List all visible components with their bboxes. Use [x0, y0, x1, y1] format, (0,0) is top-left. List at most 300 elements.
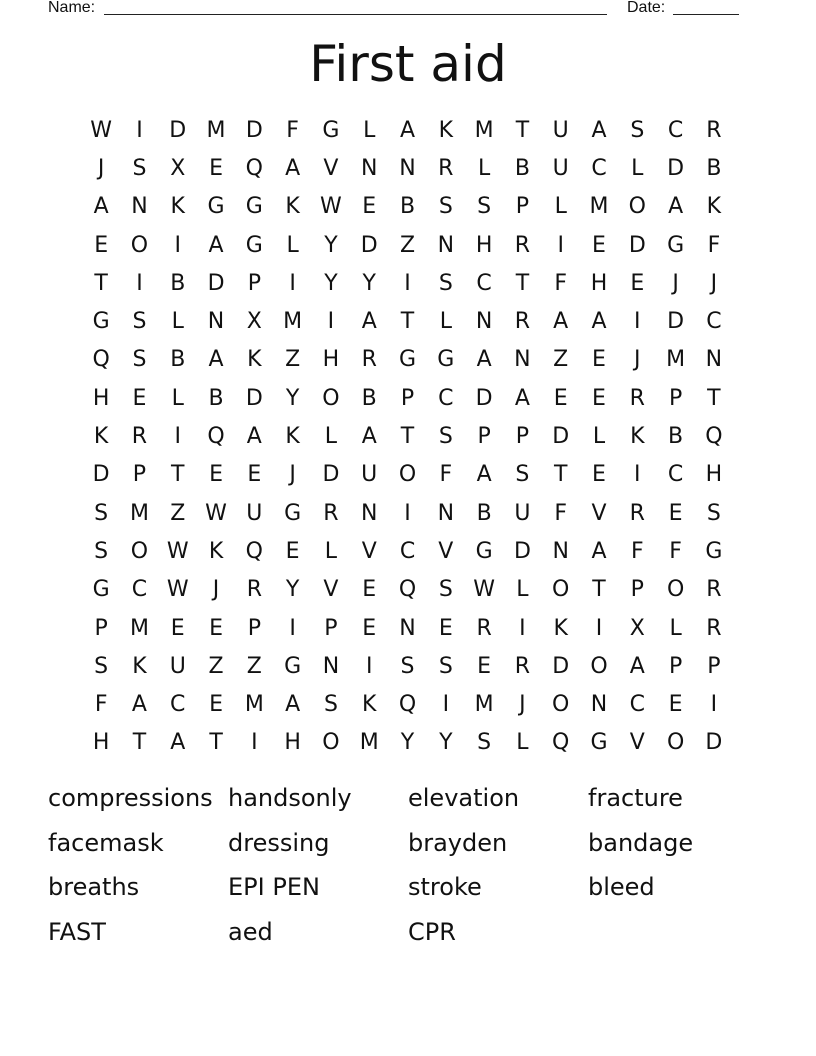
grid-letter: B [476, 500, 492, 526]
grid-letter: Y [400, 730, 415, 756]
grid-letter: D [475, 385, 493, 411]
word-list-item: dressing [228, 828, 330, 857]
header-line [48, 0, 748, 18]
grid-letter: E [592, 462, 606, 488]
grid-letter: A [361, 309, 377, 335]
grid-letter: C [667, 117, 684, 143]
grid-letter: U [246, 500, 263, 526]
grid-letter: O [322, 385, 340, 411]
grid-letter: D [207, 270, 225, 296]
grid-letter: Z [170, 500, 186, 526]
grid-letter: T [94, 270, 108, 296]
grid-letter: A [170, 730, 186, 756]
name-label: Name: [48, 0, 96, 16]
grid-letter: S [132, 155, 147, 181]
grid-letter: L [439, 309, 452, 335]
grid-letter: P [515, 194, 530, 220]
grid-letter: U [169, 653, 186, 679]
grid-letter: R [131, 424, 148, 450]
grid-letter: F [554, 500, 568, 526]
grid-letter: Q [245, 155, 263, 181]
grid-letter: V [438, 538, 454, 564]
grid-letter: B [706, 155, 722, 181]
grid-letter: M [283, 309, 303, 335]
grid-letter: Y [324, 232, 338, 258]
grid-letter: L [631, 155, 644, 181]
grid-letter: R [514, 232, 531, 258]
grid-letter: L [554, 194, 567, 220]
grid-letter: X [246, 309, 262, 335]
grid-letter: V [361, 538, 377, 564]
grid-letter: P [247, 615, 261, 641]
grid-letter: R [629, 385, 645, 411]
grid-letter: S [438, 424, 453, 450]
grid-letter: J [519, 692, 526, 718]
grid-letter: A [361, 424, 377, 450]
grid-letter: B [170, 270, 186, 296]
grid-letter: O [552, 692, 570, 718]
grid-letter: E [362, 194, 377, 220]
grid-letter: C [667, 462, 684, 488]
grid-letter: H [284, 730, 301, 756]
grid-letter: O [398, 462, 417, 488]
grid-letter: D [552, 424, 570, 450]
grid-letter: N [437, 500, 455, 526]
word-list-item: fracture [588, 784, 683, 812]
word-list-item: EPI PEN [228, 873, 320, 901]
date-blank [673, 14, 739, 15]
grid-letter: I [634, 462, 641, 488]
grid-letter: K [93, 424, 109, 450]
grid-letter: F [707, 232, 721, 258]
grid-letter: T [553, 462, 568, 488]
word-list-item: FAST [48, 917, 106, 946]
grid-letter: K [170, 194, 185, 220]
grid-letter: V [629, 730, 645, 756]
grid-letter: D [322, 462, 340, 488]
grid-letter: D [245, 385, 263, 411]
grid-letter: P [707, 653, 721, 679]
grid-letter: S [94, 538, 109, 564]
grid-letter: A [285, 155, 301, 181]
grid-letter: T [515, 117, 530, 143]
grid-letter: B [399, 194, 416, 220]
grid-letter: T [515, 270, 530, 296]
grid-letter: W [205, 500, 227, 526]
grid-letter: D [169, 117, 187, 143]
grid-letter: A [591, 309, 607, 335]
grid-letter: A [591, 538, 607, 564]
grid-letter: U [361, 462, 378, 488]
grid-letter: B [668, 424, 684, 450]
grid-letter: E [170, 615, 185, 641]
grid-letter: G [207, 194, 225, 220]
grid-letter: I [442, 692, 450, 718]
grid-letter: X [629, 615, 645, 641]
grid-letter: O [130, 232, 149, 258]
grid-letter: T [400, 424, 415, 450]
grid-letter: R [706, 615, 722, 641]
name-blank [104, 14, 607, 15]
grid-letter: N [207, 309, 225, 335]
grid-letter: C [476, 270, 492, 296]
grid-letter: A [208, 232, 224, 258]
grid-letter: E [209, 692, 223, 718]
grid-letter: O [552, 577, 570, 603]
grid-letter: Y [362, 270, 376, 296]
grid-letter: V [591, 500, 607, 526]
grid-letter: G [667, 232, 685, 258]
grid-letter: O [590, 653, 608, 679]
grid-letter: I [634, 309, 641, 335]
grid-letter: E [553, 385, 568, 411]
grid-letter: K [247, 347, 262, 373]
word-list-item: handsonly [228, 784, 352, 812]
grid-letter: S [94, 653, 109, 679]
grid-letter: A [476, 462, 492, 488]
grid-letter: E [668, 500, 683, 526]
grid-letter: V [323, 155, 339, 181]
grid-letter: I [251, 730, 258, 756]
word-list-item: elevation [408, 784, 520, 812]
grid-letter: K [132, 653, 147, 679]
grid-letter: I [136, 117, 143, 143]
grid-letter: N [131, 194, 148, 220]
grid-letter: A [514, 385, 530, 411]
grid-letter: Y [285, 577, 300, 603]
grid-letter: M [244, 692, 264, 718]
grid-letter: E [477, 653, 492, 679]
grid-letter: S [438, 270, 453, 296]
grid-letter: C [399, 538, 416, 564]
grid-letter: X [170, 155, 186, 181]
grid-letter: L [171, 309, 184, 335]
grid-letter: R [323, 500, 339, 526]
grid-letter: A [246, 424, 262, 450]
grid-letter: G [284, 500, 302, 526]
grid-letter: N [322, 653, 340, 679]
grid-letter: K [630, 424, 645, 450]
grid-letter: Q [92, 347, 110, 373]
grid-letter: A [553, 309, 569, 335]
grid-letter: N [437, 232, 455, 258]
grid-letter: S [94, 500, 109, 526]
grid-letter: R [438, 155, 454, 181]
grid-letter: I [557, 232, 564, 258]
grid-letter: K [285, 424, 300, 450]
grid-letter: F [630, 538, 644, 564]
grid-letter: M [206, 117, 226, 143]
grid-letter: R [361, 347, 377, 373]
grid-letter: K [706, 194, 722, 220]
grid-letter: C [131, 577, 148, 603]
grid-letter: N [475, 309, 493, 335]
grid-letter: H [322, 347, 340, 373]
grid-letter: M [474, 692, 494, 718]
grid-letter: E [209, 615, 223, 641]
grid-letter: E [285, 538, 300, 564]
grid-letter: J [289, 462, 296, 488]
grid-letter: Z [208, 653, 224, 679]
word-list-item: breaths [48, 873, 140, 901]
grid-letter: L [477, 155, 491, 181]
grid-letter: G [245, 194, 263, 220]
grid-letter: Y [285, 385, 300, 411]
grid-letter: M [666, 347, 686, 373]
grid-letter: D [705, 730, 723, 756]
grid-letter: A [93, 194, 109, 220]
grid-letter: I [595, 615, 603, 641]
grid-letter: J [672, 270, 679, 296]
grid-letter: H [92, 385, 110, 411]
grid-letter: L [592, 424, 606, 450]
grid-letter: P [630, 577, 644, 603]
grid-letter: D [667, 155, 685, 181]
grid-letter: R [514, 309, 531, 335]
grid-letter: G [284, 653, 302, 679]
grid-letter: H [705, 462, 723, 488]
grid-letter: L [324, 538, 338, 564]
grid-letter: L [363, 117, 376, 143]
grid-letter: H [475, 232, 493, 258]
grid-letter: A [476, 347, 492, 373]
grid-letter: P [324, 615, 338, 641]
grid-letter: E [209, 155, 223, 181]
grid-letter: G [398, 347, 417, 373]
grid-letter: B [514, 155, 530, 181]
grid-letter: L [286, 232, 299, 258]
grid-letter: R [476, 615, 492, 641]
grid-letter: G [437, 347, 455, 373]
grid-letter: H [92, 730, 110, 756]
grid-letter: Q [207, 424, 225, 450]
grid-letter: I [174, 232, 181, 258]
grid-letter: Q [552, 730, 570, 756]
grid-letter: L [516, 577, 529, 603]
word-list-item: brayden [408, 828, 508, 857]
grid-letter: P [400, 385, 415, 411]
grid-letter: D [667, 309, 685, 335]
grid-letter: E [362, 577, 377, 603]
grid-letter: L [171, 385, 184, 411]
grid-letter: W [166, 577, 189, 603]
grid-letter: P [477, 424, 491, 450]
grid-letter: P [668, 385, 683, 411]
grid-letter: I [289, 270, 296, 296]
grid-letter: J [710, 270, 718, 296]
grid-letter: A [285, 692, 301, 718]
grid-letter: C [170, 692, 186, 718]
grid-letter: U [552, 117, 569, 143]
grid-letter: B [208, 385, 224, 411]
grid-letter: S [438, 194, 453, 220]
word-list-item: compressions [48, 784, 213, 812]
grid-letter: A [668, 194, 684, 220]
grid-letter: Y [324, 270, 338, 296]
grid-letter: A [131, 692, 147, 718]
grid-letter: G [245, 232, 263, 258]
grid-letter: O [666, 730, 685, 756]
grid-letter: M [359, 730, 379, 756]
grid-letter: Y [439, 730, 453, 756]
grid-letter: W [166, 538, 189, 564]
grid-letter: R [706, 577, 722, 603]
grid-letter: G [92, 309, 110, 335]
word-list-item: CPR [408, 917, 456, 946]
grid-letter: Z [246, 653, 262, 679]
grid-letter: O [130, 538, 149, 564]
grid-letter: K [553, 615, 568, 641]
word-list-item: aed [228, 917, 273, 946]
grid-letter: G [322, 117, 340, 143]
grid-letter: V [323, 577, 339, 603]
grid-letter: Z [553, 347, 569, 373]
grid-letter: K [285, 194, 300, 220]
grid-letter: K [208, 538, 224, 564]
grid-letter: T [707, 385, 721, 411]
grid-letter: N [552, 538, 569, 564]
grid-letter: O [628, 194, 646, 220]
grid-letter: D [92, 462, 110, 488]
grid-letter: D [552, 653, 570, 679]
word-list-item: stroke [408, 873, 482, 901]
grid-letter: T [171, 462, 185, 488]
grid-letter: L [516, 730, 529, 756]
grid-letter: W [320, 194, 342, 220]
grid-letter: J [212, 577, 220, 603]
grid-letter: E [438, 615, 453, 641]
grid-letter: R [629, 500, 645, 526]
grid-letter: P [668, 653, 683, 679]
grid-letter: S [323, 692, 338, 718]
grid-letter: C [438, 385, 454, 411]
grid-letter: N [399, 615, 416, 641]
grid-letter: L [324, 424, 338, 450]
grid-letter: E [247, 462, 262, 488]
grid-letter: Q [705, 424, 723, 450]
grid-letter: S [400, 653, 415, 679]
grid-letter: P [94, 615, 108, 641]
grid-letter: F [439, 462, 453, 488]
grid-letter: E [132, 385, 147, 411]
grid-letter: I [327, 309, 335, 335]
grid-letter: B [170, 347, 186, 373]
grid-letter: M [474, 117, 494, 143]
grid-letter: J [634, 347, 641, 373]
page-title: First aid [309, 35, 507, 93]
grid-letter: I [404, 500, 411, 526]
grid-letter: J [97, 155, 105, 181]
grid-letter: S [438, 577, 453, 603]
grid-letter: Q [398, 577, 417, 603]
grid-letter: I [289, 615, 296, 641]
word-list-item: bleed [588, 873, 655, 901]
word-list-item: bandage [588, 828, 694, 857]
grid-letter: E [668, 692, 683, 718]
grid-letter: Q [245, 538, 263, 564]
grid-letter: K [438, 117, 454, 143]
grid-letter: S [630, 117, 645, 143]
grid-letter: I [404, 270, 411, 296]
grid-letter: F [669, 538, 682, 564]
letter-grid [82, 111, 733, 762]
grid-letter: Q [398, 692, 417, 718]
grid-letter: M [129, 500, 149, 526]
grid-letter: W [90, 117, 113, 143]
grid-letter: S [132, 309, 147, 335]
grid-letter: I [519, 615, 526, 641]
grid-letter: P [132, 462, 147, 488]
grid-letter: S [477, 730, 492, 756]
grid-letter: G [475, 538, 493, 564]
grid-letter: A [208, 347, 224, 373]
grid-letter: F [554, 270, 568, 296]
grid-letter: F [286, 117, 299, 143]
grid-letter: U [552, 155, 569, 181]
grid-letter: N [705, 347, 723, 373]
grid-letter: M [129, 615, 149, 641]
grid-letter: Z [399, 232, 416, 258]
grid-letter: N [514, 347, 531, 373]
grid-letter: R [514, 653, 531, 679]
grid-letter: E [362, 615, 377, 641]
grid-letter: R [246, 577, 262, 603]
grid-letter: C [629, 692, 645, 718]
word-list [48, 776, 768, 954]
grid-letter: D [628, 232, 646, 258]
grid-letter: T [209, 730, 223, 756]
grid-letter: A [399, 117, 416, 143]
grid-letter: O [322, 730, 340, 756]
grid-letter: K [362, 692, 377, 718]
grid-letter: E [209, 462, 223, 488]
grid-letter: R [706, 117, 722, 143]
grid-letter: S [706, 500, 721, 526]
grid-letter: Z [285, 347, 301, 373]
grid-letter: P [247, 270, 261, 296]
grid-letter: I [136, 270, 143, 296]
grid-letter: N [590, 692, 608, 718]
grid-letter: N [360, 155, 378, 181]
grid-letter: T [592, 577, 606, 603]
grid-letter: L [669, 615, 682, 641]
grid-letter: T [132, 730, 147, 756]
grid-letter: N [399, 155, 416, 181]
grid-letter: G [705, 538, 723, 564]
grid-letter: D [513, 538, 531, 564]
grid-letter: S [132, 347, 147, 373]
grid-letter: U [514, 500, 531, 526]
grid-letter: O [666, 577, 685, 603]
grid-letter: E [592, 385, 606, 411]
grid-letter: S [438, 653, 453, 679]
grid-letter: E [630, 270, 645, 296]
grid-letter: I [174, 424, 181, 450]
grid-letter: A [591, 117, 607, 143]
grid-letter: C [706, 309, 722, 335]
date-label: Date: [627, 0, 666, 16]
grid-letter: S [477, 194, 492, 220]
grid-letter: A [629, 653, 645, 679]
grid-letter: G [590, 730, 608, 756]
grid-letter: M [589, 194, 609, 220]
grid-letter: P [515, 424, 530, 450]
grid-letter: T [400, 309, 415, 335]
grid-letter: B [361, 385, 377, 411]
grid-letter: H [590, 270, 608, 296]
grid-letter: F [94, 692, 108, 718]
word-list-item: facemask [48, 828, 164, 857]
